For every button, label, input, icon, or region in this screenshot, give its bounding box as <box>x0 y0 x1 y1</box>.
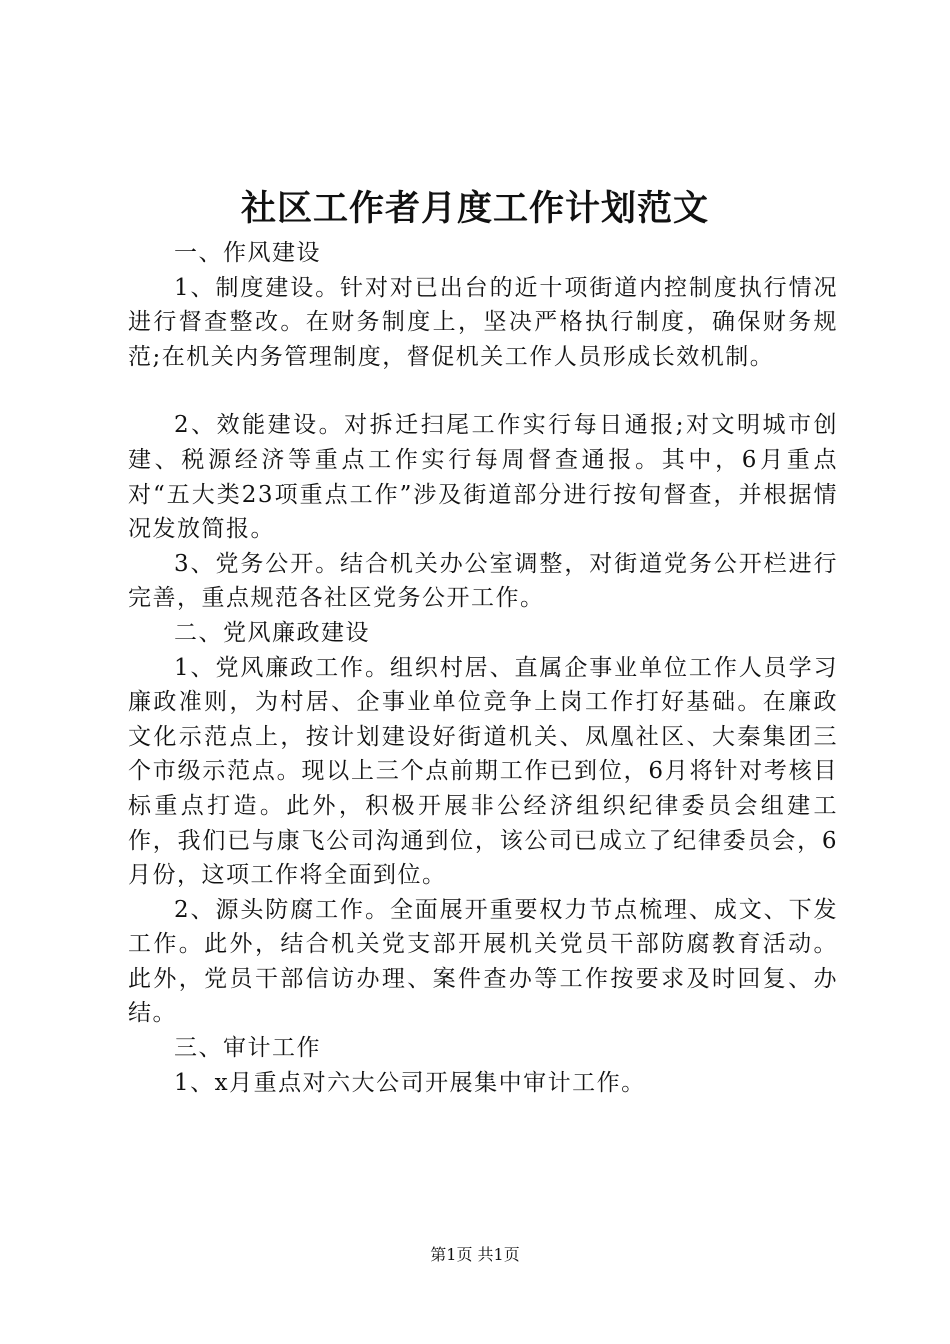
section-heading-2: 二、党风廉政建设 <box>174 619 370 646</box>
paragraph-anti-corruption: 2、源头防腐工作。全面展开重要权力节点梳理、成文、下发工作。此外，结合机关党支部开展机关党员干部防腐教育活动。此外，党员干部信访办理、案件查办等工作按要求及时回复、办结。 <box>128 896 838 1027</box>
paragraph-audit: 1、x月重点对六大公司开展集中审计工作。 <box>174 1069 646 1096</box>
paragraph-system-building: 1、制度建设。针对对已出台的近十项街道内控制度执行情况进行督查整改。在财务制度上，坚决严格执行制度，确保财务规范;在机关内务管理制度，督促机关工作人员形成长效机制。 <box>128 274 838 370</box>
paragraph-party-affairs-disclosure: 3、党务公开。结合机关办公室调整，对街道党务公开栏进行完善，重点规范各社区党务公开工作。 <box>128 550 838 612</box>
section-heading-3: 三、审计工作 <box>174 1035 321 1062</box>
paragraph-efficiency-building: 2、效能建设。对拆迁扫尾工作实行每日通报;对文明城市创建、税源经济等重点工作实行每周督查通报。其中，6月重点对“五大类23项重点工作”涉及街道部分进行按旬督查，并根据情况发放简报。 <box>128 412 838 543</box>
section-heading-1: 一、作风建设 <box>174 240 321 266</box>
document-title: 社区工作者月度工作计划范文 <box>240 188 709 229</box>
paragraph-integrity-work: 1、党风廉政工作。组织村居、直属企事业单位工作人员学习廉政准则，为村居、企事业单位竞争上岗工作打好基础。在廉政文化示范点上，按计划建设好街道机关、凤凰社区、大秦集团三个市级示范点。现以上三个点前期工作已到位，6月将针对考核目标重点打造。此外，积极开展非公经济组织纪律委员会组建工作，我们已与康飞公司沟通到位，该公司已成立了纪律委员会，6月份，这项工作将全面到位。 <box>128 654 838 889</box>
page-footer: 第1页 共1页 <box>430 1245 520 1264</box>
document-body <box>128 236 838 1100</box>
